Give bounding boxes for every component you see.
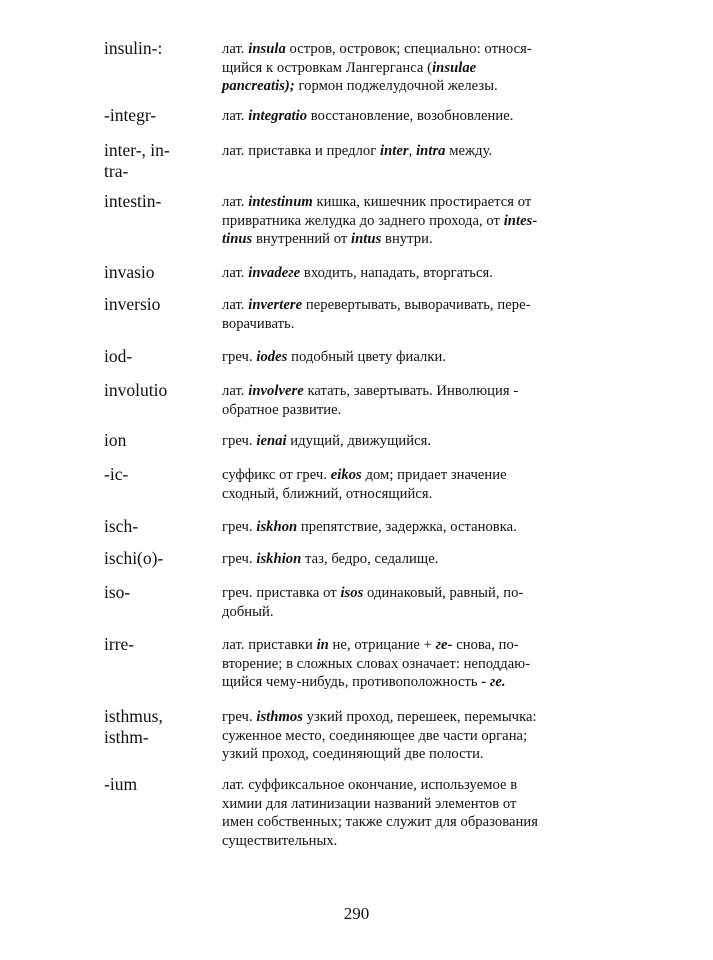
- definition-line: [222, 584, 617, 603]
- entry-term-line: isthm-: [104, 727, 149, 747]
- definition-text: суффикс от греч.: [222, 467, 331, 483]
- definition-line: [222, 673, 617, 692]
- definition-line: [222, 518, 617, 537]
- definition-line: [222, 296, 617, 315]
- page-number: 290: [343, 904, 370, 923]
- source-word: ienai: [256, 433, 287, 449]
- entry-term-line: ischi(o)-: [104, 548, 164, 568]
- definition-line: [222, 776, 617, 795]
- source-word: integratio: [248, 108, 308, 124]
- entry-term-line: inter-, in-: [104, 140, 170, 160]
- definition-text: таз, бедро, седалище.: [301, 551, 439, 567]
- definition-line: [222, 193, 617, 212]
- entry-term-line: intestin-: [104, 191, 162, 211]
- entry-term-line: -ic-: [104, 464, 129, 484]
- definition-text: не, отрицание +: [328, 637, 436, 653]
- source-word: - ге.: [481, 674, 506, 691]
- definition-line: [222, 230, 617, 249]
- definition-text: ворачивать.: [222, 315, 295, 332]
- definition-text: гормон поджелудочной железы.: [294, 78, 498, 95]
- definition-line: [222, 432, 617, 451]
- definition-line: [222, 832, 617, 851]
- entry-definition: [222, 40, 617, 96]
- definition-text: восстановление, возобновление.: [307, 108, 514, 124]
- definition-text: добный.: [222, 603, 274, 620]
- source-word: isthmos: [256, 709, 303, 725]
- entry-term-line: -integr-: [104, 105, 157, 125]
- definition-text: внутренний от: [252, 231, 352, 248]
- definition-text: входить, нападать, вторгаться.: [300, 265, 493, 281]
- entry-term: [104, 346, 214, 367]
- entry-definition: [222, 550, 617, 569]
- definition-text: идущий, движущийся.: [286, 433, 432, 449]
- definition-line: [222, 795, 617, 814]
- definition-line: [222, 40, 617, 59]
- definition-text: лат. приставки: [222, 637, 317, 653]
- source-word: intes-: [503, 212, 538, 229]
- entry-term: [104, 516, 214, 537]
- definition-text: лат.: [222, 194, 249, 210]
- definition-line: [222, 655, 617, 674]
- entry-definition: [222, 584, 617, 621]
- entry-term-line: invasio: [104, 262, 155, 282]
- definition-line: [222, 636, 617, 655]
- entry-term: [104, 380, 214, 401]
- definition-text: катать, завертывать. Инволюция -: [303, 383, 519, 399]
- entry-term: [104, 774, 214, 795]
- source-word: invertere: [248, 297, 303, 313]
- source-word: intra: [416, 143, 446, 159]
- definition-text: вторение; в сложных словах означает: неподдаю-: [222, 655, 531, 672]
- source-word: pancreatis);: [222, 78, 295, 95]
- definition-text: лат.: [222, 108, 249, 124]
- entry-definition: [222, 348, 617, 367]
- entry-term-line: inversio: [104, 294, 161, 314]
- definition-line: [222, 813, 617, 832]
- definition-line: [222, 264, 617, 283]
- entry-definition: [222, 264, 617, 283]
- definition-text: снова, по-: [452, 637, 519, 653]
- definition-line: [222, 107, 617, 126]
- entry-term-line: -ium: [104, 774, 138, 794]
- source-word: isos: [340, 585, 364, 601]
- definition-line: [222, 727, 617, 746]
- entry-definition: [222, 518, 617, 537]
- entry-term-line: involutio: [104, 380, 168, 400]
- source-word: intestinum: [248, 194, 313, 210]
- definition-text: суженное место, соединяющее две части органа;: [222, 727, 528, 744]
- definition-line: [222, 603, 617, 622]
- definition-line: [222, 745, 617, 764]
- source-word: ге-: [435, 637, 453, 653]
- entry-term-line: isthmus,: [104, 706, 163, 726]
- entry-term: [104, 140, 214, 182]
- source-word: tinus: [222, 231, 253, 248]
- entry-term: [104, 464, 214, 485]
- entry-term-line: isch-: [104, 516, 139, 536]
- entry-definition: [222, 107, 617, 126]
- definition-text: имен собственных; также служит для образования: [222, 814, 539, 831]
- definition-text: греч.: [222, 349, 257, 365]
- definition-text: греч. приставка от: [222, 585, 341, 601]
- source-word: insulae: [432, 59, 477, 76]
- definition-line: [222, 142, 617, 161]
- definition-text: лат.: [222, 41, 249, 57]
- definition-line: [222, 466, 617, 485]
- definition-text: греч.: [222, 433, 257, 449]
- entry-definition: [222, 776, 617, 850]
- definition-text: кишка, кишечник простирается от: [312, 194, 532, 210]
- entry-term: [104, 582, 214, 603]
- definition-text: узкий проход, соединяющий две полости.: [222, 746, 484, 763]
- definition-line: [222, 708, 617, 727]
- definition-line: [222, 315, 617, 334]
- definition-text: щийся чему-нибудь, противоположность: [222, 674, 482, 691]
- definition-text: сходный, ближний, относящийся.: [222, 485, 433, 502]
- definition-line: [222, 212, 617, 231]
- definition-line: [222, 77, 617, 96]
- definition-text: греч.: [222, 551, 257, 567]
- entry-term: [104, 191, 214, 212]
- definition-text: одинаковый, равный, по-: [363, 585, 524, 601]
- entry-term: [104, 105, 214, 126]
- definition-text: ,: [408, 143, 417, 159]
- definition-text: дом; придает значение: [361, 467, 507, 483]
- source-word: iodes: [256, 349, 288, 365]
- entry-term: [104, 430, 214, 451]
- entry-definition: [222, 142, 617, 161]
- definition-text: лат. приставка и предлог: [222, 143, 381, 159]
- definition-text: существительных.: [222, 832, 338, 849]
- definition-line: [222, 485, 617, 504]
- entry-definition: [222, 193, 617, 249]
- entry-definition: [222, 636, 617, 692]
- source-word: insula: [248, 41, 286, 57]
- entry-definition: [222, 382, 617, 419]
- definition-text: лат.: [222, 383, 249, 399]
- source-word: intus: [351, 231, 382, 248]
- definition-text: лат.: [222, 265, 249, 281]
- entry-definition: [222, 432, 617, 451]
- definition-text: препятствие, задержка, остановка.: [297, 519, 517, 535]
- entry-term-line: tra-: [104, 161, 129, 181]
- definition-text: греч.: [222, 519, 257, 535]
- entry-term: [104, 262, 214, 283]
- source-word: in: [316, 637, 329, 653]
- source-word: eikos: [330, 467, 362, 483]
- source-word: invadeге: [248, 265, 301, 281]
- source-word: inter: [380, 143, 409, 159]
- definition-text: лат. суффиксальное окончание, используемое в: [222, 777, 518, 793]
- definition-line: [222, 348, 617, 367]
- definition-text: химии для латинизации названий элементов от: [222, 795, 517, 812]
- definition-text: щийся к островкам Лангерганса (: [222, 59, 433, 76]
- definition-text: остров, островок; специально: относя-: [285, 41, 532, 57]
- source-word: iskhion: [256, 551, 302, 567]
- definition-line: [222, 401, 617, 420]
- definition-text: перевертывать, выворачивать, пере-: [302, 297, 531, 313]
- definition-text: подобный цвету фиалки.: [287, 349, 447, 365]
- definition-line: [222, 59, 617, 78]
- entry-term: [104, 294, 214, 315]
- entry-term: [104, 634, 214, 655]
- entry-term-line: iod-: [104, 346, 133, 366]
- entry-term-line: insulin-:: [104, 38, 163, 58]
- entry-term-line: irre-: [104, 634, 135, 654]
- entry-term-line: ion: [104, 430, 127, 450]
- source-word: involvere: [248, 383, 304, 399]
- definition-text: греч.: [222, 709, 257, 725]
- entry-term: [104, 548, 214, 569]
- source-word: iskhon: [256, 519, 298, 535]
- definition-line: [222, 382, 617, 401]
- definition-text: узкий проход, перешеек, перемычка:: [302, 709, 537, 725]
- entry-term: [104, 38, 214, 59]
- entry-definition: [222, 708, 617, 764]
- definition-text: между.: [445, 143, 493, 159]
- definition-text: привратника желудка до заднего прохода, от: [222, 212, 504, 229]
- definition-line: [222, 550, 617, 569]
- definition-text: лат.: [222, 297, 249, 313]
- entry-definition: [222, 296, 617, 333]
- entry-term: [104, 706, 214, 748]
- entry-term-line: iso-: [104, 582, 131, 602]
- definition-text: внутри.: [381, 231, 433, 248]
- definition-text: обратное развитие.: [222, 401, 342, 418]
- entry-definition: [222, 466, 617, 503]
